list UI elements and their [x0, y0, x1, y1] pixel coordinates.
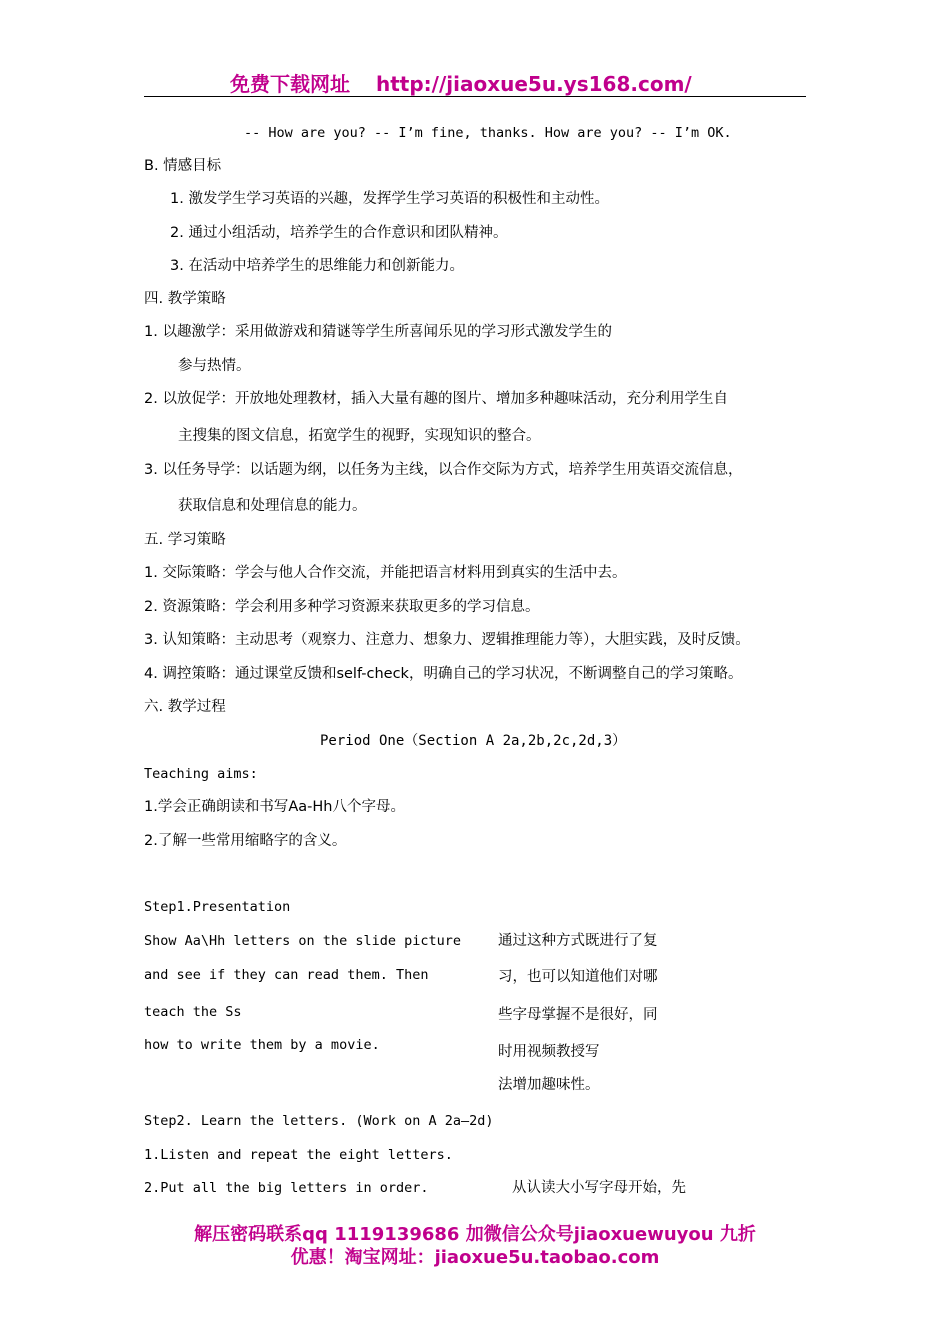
text-line: 1. 以趣激学：采用做游戏和猜谜等学生所喜闻乐见的学习形式激发学生的 [144, 324, 612, 340]
period-title: Period One（Section A 2a,2b,2c,2d,3） [320, 733, 627, 749]
page-header [144, 68, 806, 97]
text-line: Teaching aims: [144, 766, 258, 782]
step-text-line: and see if they can read them. Then [144, 967, 429, 983]
text-line: 3. 在活动中培养学生的思维能力和创新能力。 [170, 258, 464, 274]
text-line: 3. 认知策略：主动思考（观察力、注意力、想象力、逻辑推理能力等），大胆实践，及时反馈。 [144, 632, 750, 648]
text-line: 1. 激发学生学习英语的兴趣，发挥学生学习英语的积极性和主动性。 [170, 191, 609, 207]
section-heading: 六. 教学过程 [144, 699, 226, 715]
section-heading: B. 情感目标 [144, 158, 222, 174]
step-text-line: teach the Ss [144, 1004, 242, 1020]
text-line: 1.Listen and repeat the eight letters. [144, 1147, 453, 1163]
text-line: 1.学会正确朗读和书写Aa-Hh八个字母。 [144, 799, 405, 815]
header-text [230, 68, 692, 97]
side-note-line: 些字母掌握不是很好，同 [498, 1007, 658, 1023]
section-heading: 四. 教学策略 [144, 291, 226, 307]
step-heading: Step2. Learn the letters. (Work on A 2a—2d) [144, 1113, 494, 1129]
header-url-link[interactable]: http://jiaoxue5u.ys168.com/ [376, 72, 692, 96]
section-heading: 五. 学习策略 [144, 532, 226, 548]
text-line: -- How are you? -- I’m fine, thanks. How are you? -- I’m OK. [244, 125, 732, 141]
side-note-line: 从认读大小写字母开始，先 [512, 1180, 686, 1196]
step-heading: Step1.Presentation [144, 899, 291, 915]
text-line: 主搜集的图文信息，拓宽学生的视野，实现知识的整合。 [178, 428, 541, 444]
text-line: 2. 以放促学：开放地处理教材，插入大量有趣的图片、增加多种趣味活动，充分利用学生自 [144, 391, 728, 407]
header-label: 免费下载网址 [230, 72, 350, 96]
footer-contact: 解压密码联系qq 1119139686 加微信公众号jiaoxuewuyou 九折 [194, 1224, 756, 1245]
text-line: 3. 以任务导学：以话题为纲，以任务为主线，以合作交际为方式，培养学生用英语交流信息， [144, 462, 743, 478]
text-line: 2.Put all the big letters in order. [144, 1180, 429, 1196]
side-note-line: 时用视频教授写 [498, 1044, 600, 1060]
side-note-line: 法增加趣味性。 [498, 1077, 600, 1093]
text-line: 4. 调控策略：通过课堂反馈和self-check，明确自己的学习状况，不断调整自己的学习策略。 [144, 666, 743, 682]
side-note-line: 通过这种方式既进行了复 [498, 933, 658, 949]
text-line: 2. 通过小组活动，培养学生的合作意识和团队精神。 [170, 225, 508, 241]
footer-shop: 优惠！淘宝网址：jiaoxue5u.taobao.com [290, 1247, 660, 1268]
side-note-line: 习，也可以知道他们对哪 [498, 969, 658, 985]
text-line: 获取信息和处理信息的能力。 [178, 498, 367, 514]
step-text-line: how to write them by a movie. [144, 1037, 380, 1053]
text-line: 1. 交际策略：学会与他人合作交流，并能把语言材料用到真实的生活中去。 [144, 565, 627, 581]
text-line: 参与热情。 [178, 358, 251, 374]
text-line: 2. 资源策略：学会利用多种学习资源来获取更多的学习信息。 [144, 599, 540, 615]
text-line: 2.了解一些常用缩略字的含义。 [144, 833, 347, 849]
step-text-line: Show Aa\Hh letters on the slide picture [144, 933, 461, 949]
